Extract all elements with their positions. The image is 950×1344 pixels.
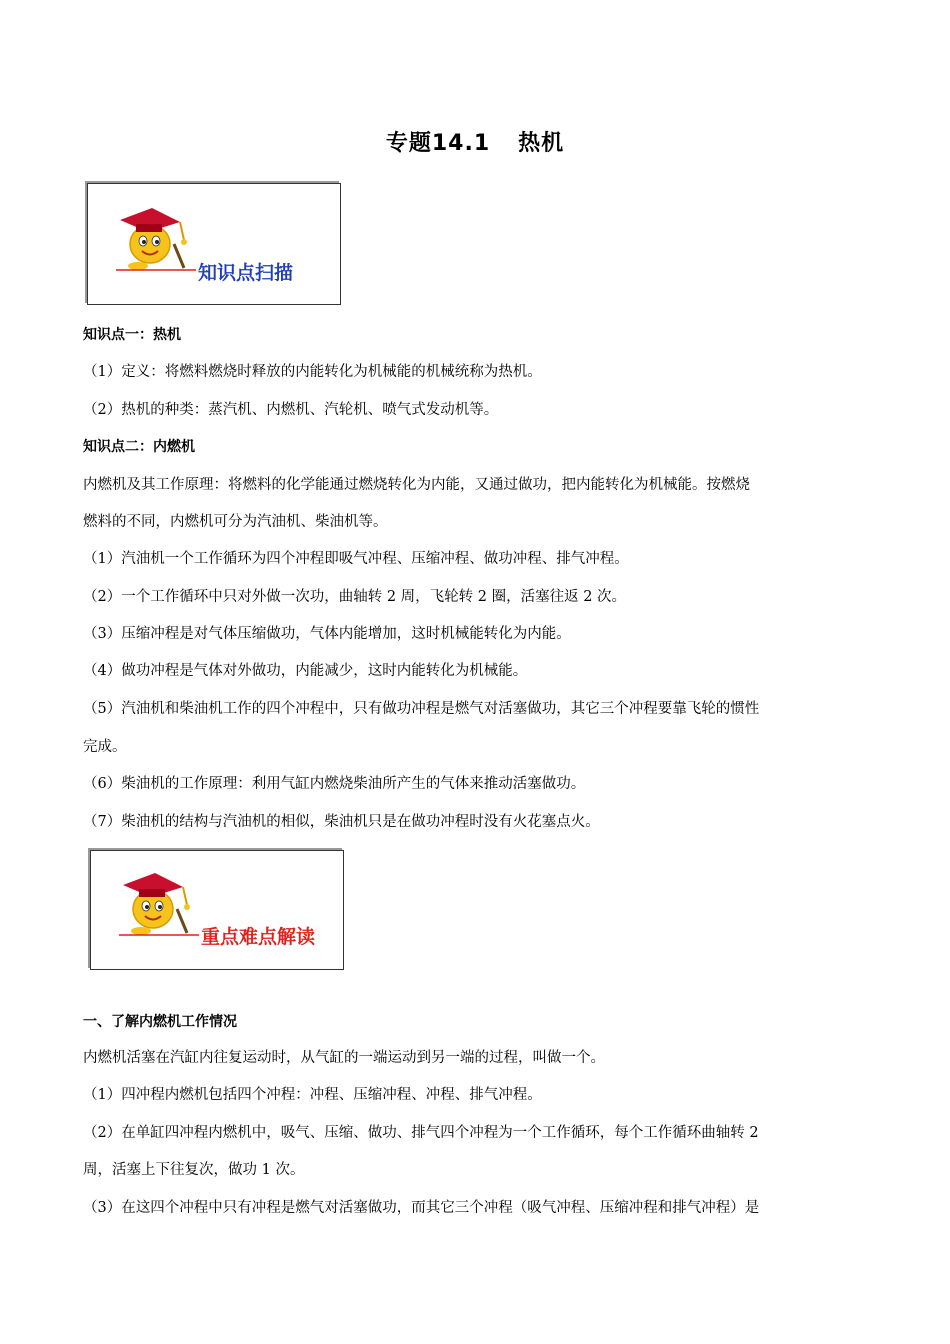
section-heading: 知识点二：内燃机 [83,439,195,455]
paragraph-line: （1）定义：将燃料燃烧时释放的内能转化为机械能的机械统称为热机。 [83,364,542,380]
page-title [0,126,950,157]
paragraph-line: （7）柴油机的结构与汽油机的相似，柴油机只是在做功冲程时没有火花塞点火。 [83,814,600,830]
paragraph-line: （2）一个工作循环中只对外做一次功，曲轴转 2 周，飞轮转 2 圈，活塞往返 2 次。 [83,589,627,605]
mascot-graduate-icon [91,851,343,969]
paragraph-line: （2）在单缸四冲程内燃机中，吸气、压缩、做功、排气四个冲程为一个工作循环，每个工作循环曲轴转 2 [83,1125,759,1141]
paragraph-line: （1）汽油机一个工作循环为四个冲程即吸气冲程、压缩冲程、做功冲程、排气冲程。 [83,551,629,567]
title-topic: 热机 [518,131,565,156]
paragraph-line: 完成。 [83,739,127,755]
knowledge-scan-banner [87,183,341,305]
title-prefix: 专题 [385,131,432,156]
paragraph-line: （4）做功冲程是气体对外做功，内能减少，这时内能转化为机械能。 [83,663,528,679]
banner-label: 知识点扫描 [198,262,294,284]
paragraph-line: （6）柴油机的工作原理：利用气缸内燃烧柴油所产生的气体来推动活塞做功。 [83,776,586,792]
paragraph-line: 周，活塞上下往复次，做功 1 次。 [83,1162,305,1178]
section-heading: 一、了解内燃机工作情况 [83,1014,237,1030]
paragraph-line: （3）压缩冲程是对气体压缩做功，气体内能增加，这时机械能转化为内能。 [83,626,571,642]
key-points-banner [90,850,344,970]
paragraph-line: （3）在这四个冲程中只有冲程是燃气对活塞做功，而其它三个冲程（吸气冲程、压缩冲程和排气冲程）是 [83,1200,760,1216]
paragraph-line: 内燃机及其工作原理：将燃料的化学能通过燃烧转化为内能，又通过做功，把内能转化为机械能。按燃烧 [83,477,750,493]
paragraph-line: （2）热机的种类：蒸汽机、内燃机、汽轮机、喷气式发动机等。 [83,402,499,418]
paragraph-line: 燃料的不同，内燃机可分为汽油机、柴油机等。 [83,514,388,530]
mascot-graduate-icon [88,184,340,304]
paragraph-line: 内燃机活塞在汽缸内往复运动时，从气缸的一端运动到另一端的过程，叫做一个。 [83,1050,605,1066]
title-number: 14.1 [431,131,491,156]
paragraph-line: （5）汽油机和柴油机工作的四个冲程中，只有做功冲程是燃气对活塞做功，其它三个冲程要靠飞轮的惯性 [83,701,760,717]
banner-label: 重点难点解读 [201,926,316,948]
section-heading: 知识点一：热机 [83,327,181,343]
paragraph-line: （1）四冲程内燃机包括四个冲程：冲程、压缩冲程、冲程、排气冲程。 [83,1087,542,1103]
